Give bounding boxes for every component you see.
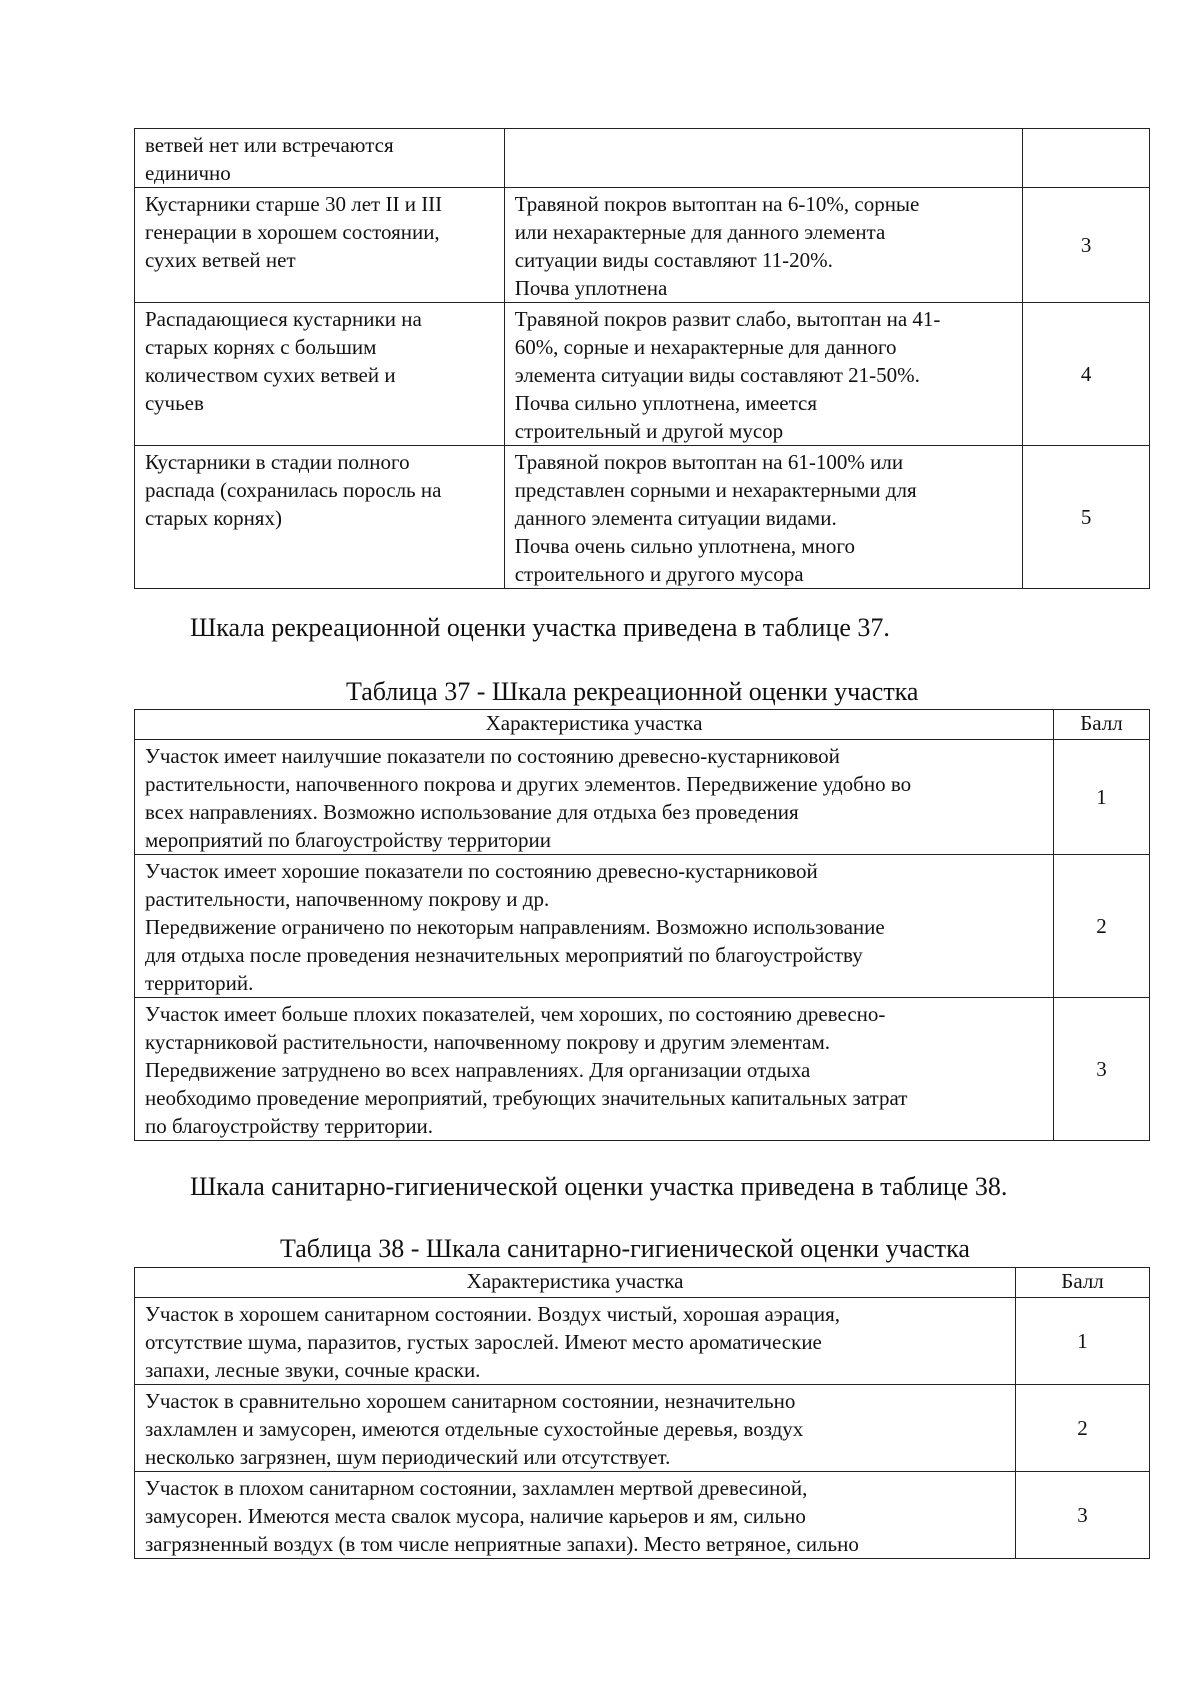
cell-line: Участок имеет больше плохих показателей, чем хороших, по состоянию древесно- <box>145 1002 886 1026</box>
table38 <box>134 1267 1150 1559</box>
grass-cell <box>504 446 1022 589</box>
table37 <box>134 709 1150 1141</box>
characteristic-cell <box>135 1298 1016 1385</box>
score-cell: 3 <box>1054 998 1150 1141</box>
cell-line: распада (сохранилась поросль на <box>145 478 442 502</box>
cell-line: несколько загрязнен, шум периодический или отсутствует. <box>145 1445 671 1469</box>
score-cell <box>1023 129 1150 188</box>
table-row <box>135 1385 1150 1472</box>
characteristic-cell <box>135 998 1054 1141</box>
cell-line: ситуации виды составляют 11-20%. <box>514 248 833 272</box>
table-row <box>135 303 1150 446</box>
cell-line: Участок в сравнительно хорошем санитарном состоянии, незначительно <box>145 1389 796 1413</box>
table-row <box>135 446 1150 589</box>
table-row <box>135 740 1150 855</box>
cell-line: единично <box>145 161 231 185</box>
paragraph-table37-intro: Шкала рекреационной оценки участка приведена в таблице 37. <box>190 613 890 642</box>
cell-line: Участок имеет наилучшие показатели по состоянию древесно-кустарниковой <box>145 744 840 768</box>
shrubs-cell <box>135 129 505 188</box>
cell-line: Распадающиеся кустарники на <box>145 307 422 331</box>
score-cell: 2 <box>1016 1385 1150 1472</box>
cell-line: ветвей нет или встречаются <box>145 133 394 157</box>
cell-line: Кустарники в стадии полного <box>145 450 410 474</box>
cell-line: необходимо проведение мероприятий, требующих значительных капитальных затрат <box>145 1086 908 1110</box>
score-cell: 3 <box>1016 1472 1150 1559</box>
header-characteristic: Характеристика участка <box>135 1268 1016 1298</box>
grass-cell <box>504 129 1022 188</box>
table-header-row <box>135 710 1150 740</box>
cell-line: Почва сильно уплотнена, имеется <box>514 391 818 415</box>
continued-table <box>134 128 1150 589</box>
cell-line: Участок имеет хорошие показатели по состоянию древесно-кустарниковой <box>145 859 818 883</box>
cell-line: захламлен и замусорен, имеются отдельные сухостойные деревья, воздух <box>145 1417 804 1441</box>
score-cell: 4 <box>1023 303 1150 446</box>
shrubs-cell <box>135 303 505 446</box>
cell-line: Почва уплотнена <box>514 276 668 300</box>
cell-line: Передвижение затруднено во всех направлениях. Для организации отдыха <box>145 1058 811 1082</box>
cell-line: или нехарактерные для данного элемента <box>514 220 886 244</box>
score-cell: 2 <box>1054 855 1150 998</box>
cell-line: старых корнях) <box>145 506 282 530</box>
table-row <box>135 998 1150 1141</box>
table-row <box>135 855 1150 998</box>
cell-line: отсутствие шума, паразитов, густых зарослей. Имеют место ароматические <box>145 1330 822 1354</box>
cell-line: количеством сухих ветвей и <box>145 363 396 387</box>
cell-line: для отдыха после проведения незначительных мероприятий по благоустройству <box>145 943 863 967</box>
score-cell: 3 <box>1023 188 1150 303</box>
cell-line: Травяной покров вытоптан на 6-10%, сорные <box>514 192 920 216</box>
cell-line: запахи, лесные звуки, сочные краски. <box>145 1358 481 1382</box>
cell-line: сухих ветвей нет <box>145 248 296 272</box>
cell-line: строительный и другой мусор <box>514 419 784 443</box>
table-row <box>135 188 1150 303</box>
header-characteristic: Характеристика участка <box>135 710 1054 740</box>
score-cell: 5 <box>1023 446 1150 589</box>
cell-line: представлен сорными и нехарактерными для <box>514 478 917 502</box>
cell-line: Участок в хорошем санитарном состоянии. Воздух чистый, хорошая аэрация, <box>145 1302 841 1326</box>
cell-line: территорий. <box>145 971 254 995</box>
cell-line: элемента ситуации виды составляют 21-50%. <box>514 363 920 387</box>
cell-line: данного элемента ситуации видами. <box>514 506 837 530</box>
cell-line: Участок в плохом санитарном состоянии, захламлен мертвой древесиной, <box>145 1476 808 1500</box>
table-row <box>135 129 1150 188</box>
grass-cell <box>504 188 1022 303</box>
characteristic-cell <box>135 740 1054 855</box>
cell-line: строительного и другого мусора <box>514 562 804 586</box>
shrubs-cell <box>135 188 505 303</box>
table-row <box>135 1472 1150 1559</box>
cell-line: загрязненный воздух (в том числе неприятные запахи). Место ветряное, сильно <box>145 1532 859 1556</box>
cell-line: 60%, сорные и нехарактерные для данного <box>514 335 897 359</box>
cell-line: Травяной покров вытоптан на 61-100% или <box>514 450 904 474</box>
header-score: Балл <box>1016 1268 1150 1298</box>
cell-line: по благоустройству территории. <box>145 1114 434 1138</box>
cell-line: генерации в хорошем состоянии, <box>145 220 440 244</box>
cell-line: растительности, напочвенному покрову и др. <box>145 887 550 911</box>
cell-line: всех направлениях. Возможно использование для отдыха без проведения <box>145 800 799 824</box>
characteristic-cell <box>135 1472 1016 1559</box>
cell-line: сучьев <box>145 391 204 415</box>
cell-line: Почва очень сильно уплотнена, много <box>514 534 855 558</box>
cell-line: Травяной покров развит слабо, вытоптан на 41- <box>514 307 941 331</box>
cell-line: кустарниковой растительности, напочвенному покрову и другим элементам. <box>145 1030 830 1054</box>
score-cell: 1 <box>1016 1298 1150 1385</box>
cell-line: мероприятий по благоустройству территории <box>145 828 551 852</box>
score-cell: 1 <box>1054 740 1150 855</box>
shrubs-cell <box>135 446 505 589</box>
table37-caption: Таблица 37 - Шкала рекреационной оценки участка <box>346 677 919 706</box>
cell-line: старых корнях с большим <box>145 335 377 359</box>
table-row <box>135 1298 1150 1385</box>
characteristic-cell <box>135 1385 1016 1472</box>
cell-line: замусорен. Имеются места свалок мусора, наличие карьеров и ям, сильно <box>145 1504 806 1528</box>
grass-cell <box>504 303 1022 446</box>
table38-caption: Таблица 38 - Шкала санитарно-гигиенической оценки участка <box>280 1234 970 1263</box>
characteristic-cell <box>135 855 1054 998</box>
header-score: Балл <box>1054 710 1150 740</box>
paragraph-table38-intro: Шкала санитарно-гигиенической оценки участка приведена в таблице 38. <box>190 1172 1008 1201</box>
cell-line: Кустарники старше 30 лет II и III <box>145 192 443 216</box>
cell-line: растительности, напочвенного покрова и других элементов. Передвижение удобно во <box>145 772 912 796</box>
cell-line: Передвижение ограничено по некоторым направлениям. Возможно использование <box>145 915 885 939</box>
table-header-row <box>135 1268 1150 1298</box>
